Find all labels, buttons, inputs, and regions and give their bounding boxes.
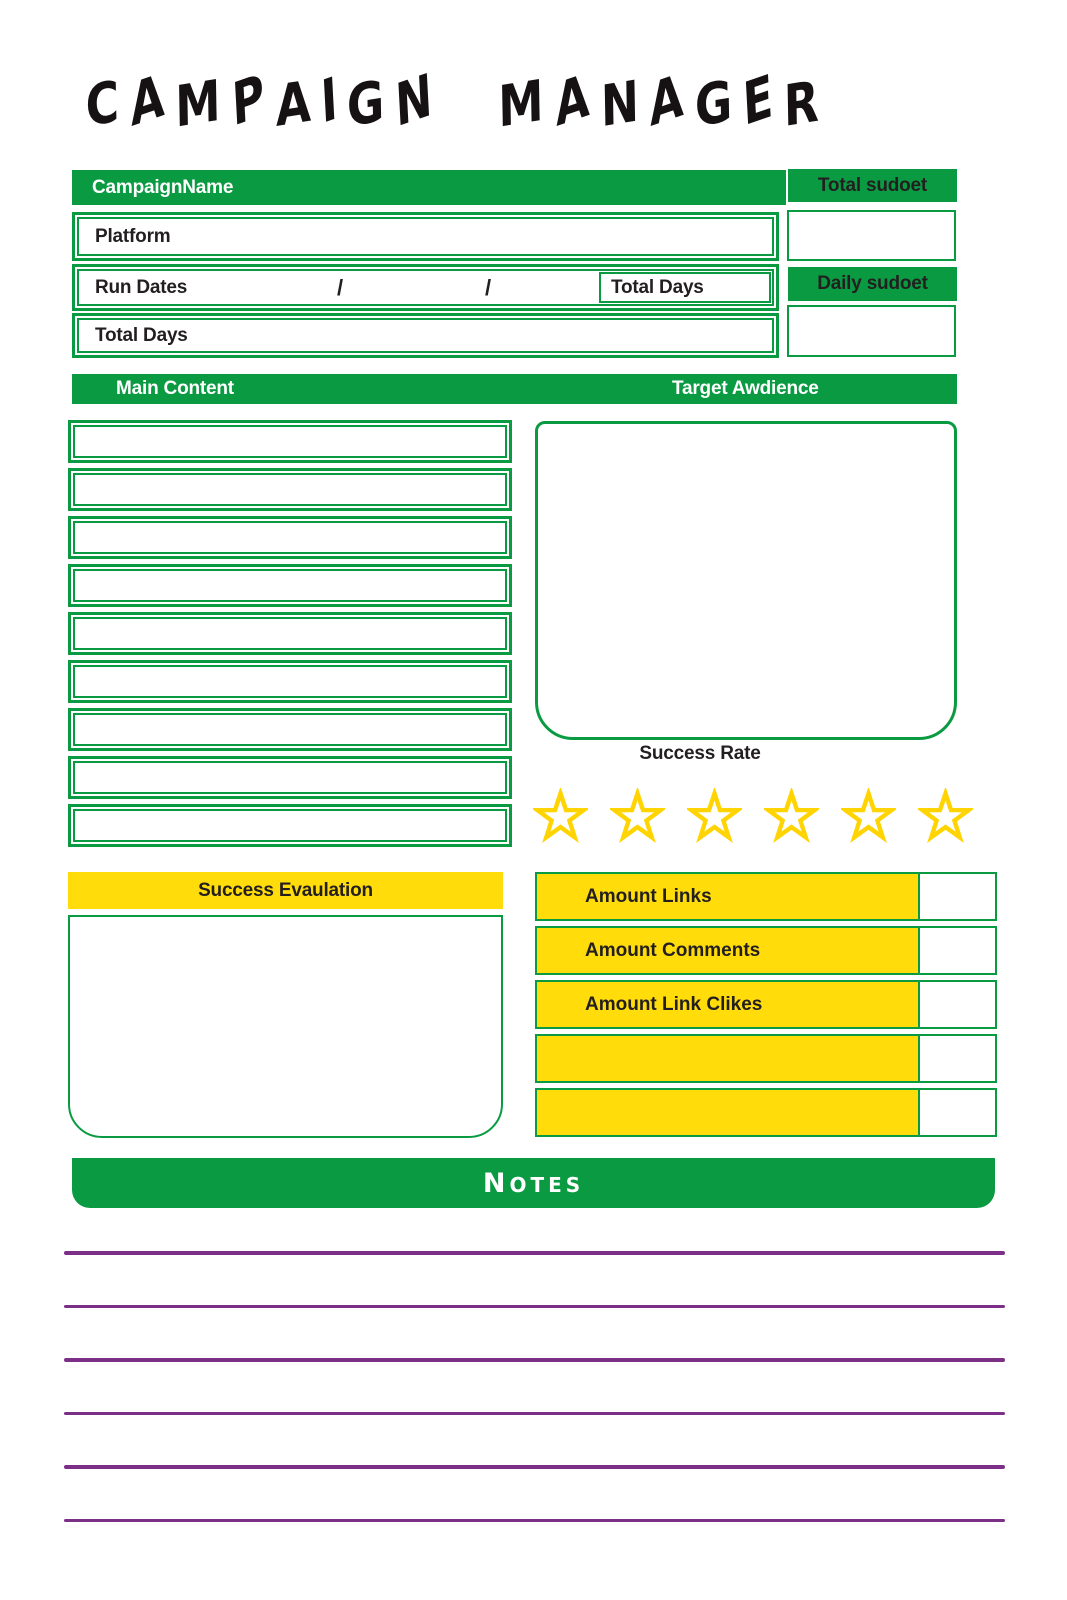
daily-budget-header (788, 267, 957, 301)
main-content-row[interactable] (68, 468, 512, 511)
total-days-label: Total Days (95, 324, 188, 346)
title-letter: C (85, 68, 120, 140)
date-separator-1: / (337, 274, 343, 300)
platform-label: Platform (95, 225, 171, 247)
title-letter: P (230, 61, 267, 140)
title-letter: A (553, 60, 591, 141)
main-content-row[interactable] (68, 660, 512, 703)
campaign-name-field[interactable] (72, 170, 786, 205)
star-icon (841, 788, 896, 843)
metric-value-box[interactable] (918, 980, 997, 1029)
metric-row (535, 1034, 997, 1083)
run-dates-field[interactable] (72, 264, 779, 311)
main-content-row[interactable] (68, 756, 512, 799)
notes-label: NOTES (482, 1167, 585, 1199)
title-word (496, 60, 828, 141)
main-content-row[interactable] (68, 564, 512, 607)
star-icon (533, 788, 588, 843)
star-icon (610, 788, 665, 843)
section-header-bar (72, 374, 957, 404)
note-line[interactable] (64, 1305, 1005, 1309)
note-line[interactable] (64, 1358, 1005, 1362)
metric-label: Amount Comments (535, 926, 918, 975)
daily-budget-label: Daily sudoet (817, 273, 928, 294)
title-letter: A (647, 60, 686, 141)
rating-star[interactable] (841, 788, 896, 843)
page-title (84, 62, 984, 146)
main-content-row[interactable] (68, 516, 512, 559)
metric-row (535, 1088, 997, 1137)
title-letter: G (694, 68, 733, 140)
note-line[interactable] (64, 1251, 1005, 1255)
title-letter: I (318, 63, 339, 138)
metric-label: Amount Link Clikes (535, 980, 918, 1029)
target-audience-header: Target Awdience (672, 378, 819, 399)
success-rate-label: Success Rate (639, 743, 761, 764)
metric-row (535, 926, 997, 975)
title-letter: A (275, 68, 312, 140)
success-evaluation-header (68, 872, 503, 909)
rating-star[interactable] (918, 788, 973, 843)
title-word (84, 60, 442, 141)
notes-lines (64, 1251, 1005, 1572)
title-letter: G (346, 68, 385, 140)
success-evaluation-label: Success Evaulation (198, 879, 373, 901)
star-icon (764, 788, 819, 843)
title-letter: A (128, 60, 166, 141)
metrics-rows (535, 872, 997, 1142)
rating-star[interactable] (687, 788, 742, 843)
metric-value-box[interactable] (918, 1088, 997, 1137)
note-line[interactable] (64, 1519, 1005, 1523)
main-content-row[interactable] (68, 804, 512, 847)
total-budget-label: Total sudoet (817, 174, 928, 196)
total-budget-value-box[interactable] (787, 210, 956, 261)
success-rate-stars[interactable] (533, 786, 973, 844)
campaign-name-label: CampaignName (92, 176, 234, 198)
metric-row (535, 980, 997, 1029)
daily-budget-value-box[interactable] (787, 305, 956, 357)
metric-value-box[interactable] (918, 926, 997, 975)
rating-star[interactable] (764, 788, 819, 843)
title-letter: E (741, 61, 775, 140)
metric-row (535, 872, 997, 921)
metric-label (535, 1034, 918, 1083)
metric-label: Amount Links (535, 872, 918, 921)
main-content-header: Main Content (116, 378, 234, 399)
title-letter: R (783, 68, 820, 140)
main-content-rows (68, 420, 512, 852)
success-evaluation-box[interactable] (68, 915, 503, 1138)
note-line[interactable] (64, 1412, 1005, 1416)
date-separator-2: / (485, 274, 491, 300)
note-line[interactable] (64, 1465, 1005, 1469)
title-letter: M (175, 67, 222, 141)
main-content-row[interactable] (68, 708, 512, 751)
rating-star[interactable] (533, 788, 588, 843)
total-budget-header (788, 169, 957, 202)
star-icon (918, 788, 973, 843)
platform-field[interactable] (72, 212, 779, 261)
star-icon (687, 788, 742, 843)
run-dates-label: Run Dates (95, 276, 188, 298)
total-days-inline-field[interactable] (599, 272, 771, 303)
metric-label (535, 1088, 918, 1137)
rating-star[interactable] (610, 788, 665, 843)
metric-value-box[interactable] (918, 1034, 997, 1083)
main-content-row[interactable] (68, 420, 512, 463)
title-letter: M (497, 67, 545, 141)
main-content-row[interactable] (68, 612, 512, 655)
target-audience-box[interactable] (535, 421, 957, 740)
total-days-inline-label: Total Days (611, 276, 704, 298)
notes-header-bar (72, 1158, 995, 1208)
title-letter: N (393, 60, 434, 141)
title-letter: N (599, 68, 640, 140)
success-rate-section (555, 743, 845, 765)
metric-value-box[interactable] (918, 872, 997, 921)
total-days-field[interactable] (72, 313, 779, 358)
